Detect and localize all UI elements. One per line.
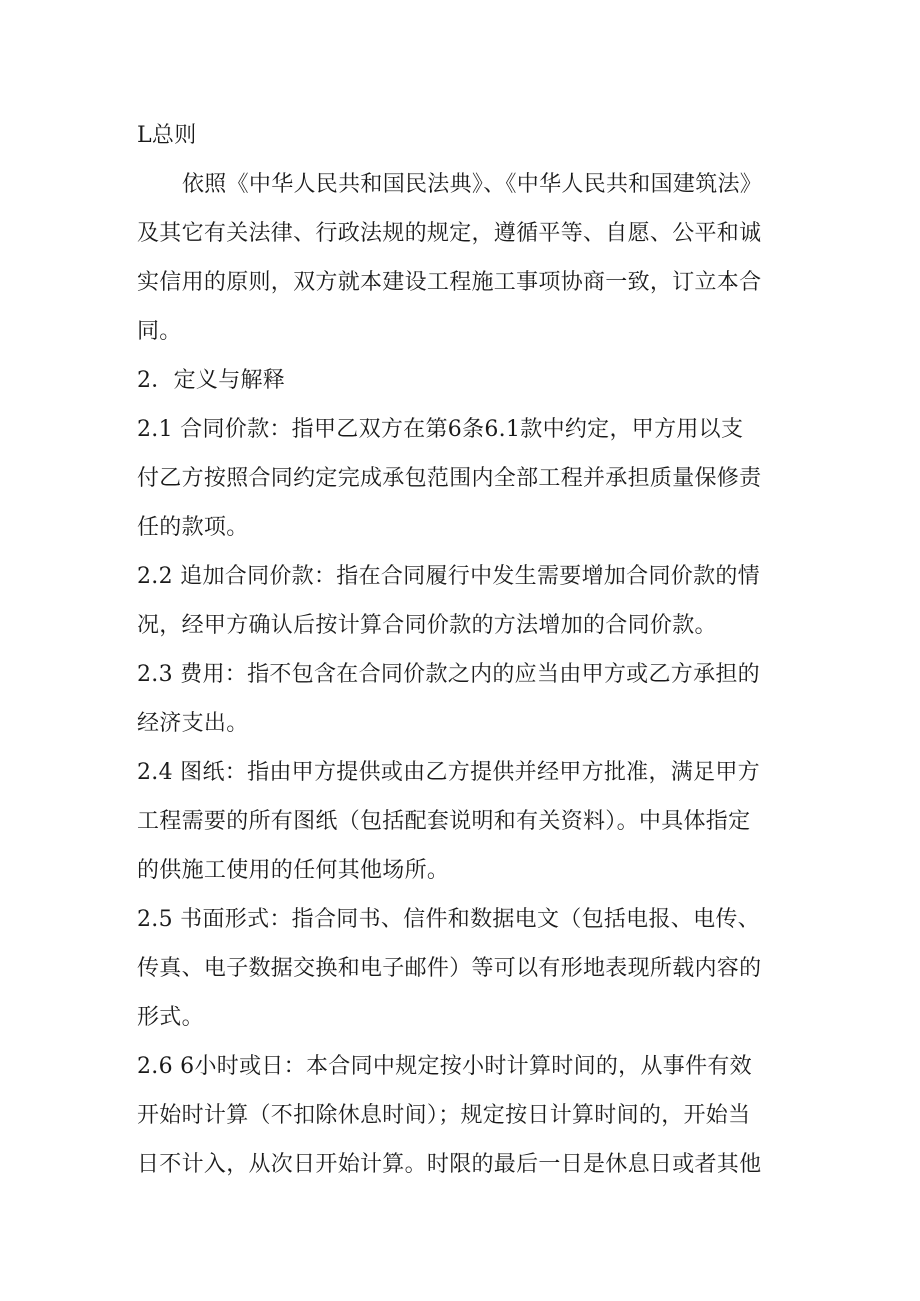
clause-2-3-line: 2.3 费用：指不包含在合同价款之内的应当由甲方或乙方承担的 [137,662,760,687]
paragraph-line: 及其它有关法律、行政法规的规定，遵循平等、自愿、公平和诚 [137,221,762,246]
clause-2-6-line: 2.6 6小时或日：本合同中规定按小时计算时间的，从事件有效 [137,1054,752,1079]
section-heading-definitions: 2．定义与解释 [137,368,286,393]
paragraph-line: 依照《中华人民共和国民法典》、《中华人民共和国建筑法》 [182,172,763,197]
clause-2-3-line: 经济支出。 [137,711,249,736]
clause-2-1-line: 付乙方按照合同约定完成承包范围内全部工程并承担质量保修责 [137,466,762,491]
clause-2-4-line: 2.4 图纸：指由甲方提供或由乙方提供并经甲方批准，满足甲方 [137,760,760,785]
clause-2-4-line: 的供施工使用的任何其他场所。 [137,858,450,883]
clause-2-4-line: 工程需要的所有图纸（包括配套说明和有关资料）。中具体指定 [137,809,751,834]
clause-2-2-line: 2.2 追加合同价款：指在合同履行中发生需要增加合同价款的情 [137,564,760,589]
clause-2-5-line: 传真、电子数据交换和电子邮件）等可以有形地表现所载内容的 [137,956,762,981]
clause-2-6-line: 开始时计算（不扣除休息时间）；规定按日计算时间的，开始当 [137,1103,751,1128]
section-heading-general: L总则 [137,123,197,148]
clause-2-2-line: 况，经甲方确认后按计算合同价款的方法增加的合同价款。 [137,613,717,638]
clause-2-1-line: 2.1 合同价款：指甲乙双方在第6条6.1款中约定，甲方用以支 [137,417,744,442]
clause-2-1-line: 任的款项。 [137,515,249,540]
clause-2-5-line: 形式。 [137,1005,204,1030]
clause-2-6-line: 日不计入，从次日开始计算。时限的最后一日是休息日或者其他 [137,1152,762,1177]
clause-2-5-line: 2.5 书面形式：指合同书、信件和数据电文（包括电报、电传、 [137,907,760,932]
paragraph-line: 同。 [137,319,182,344]
paragraph-line: 实信用的原则，双方就本建设工程施工事项协商一致，订立本合 [137,270,762,295]
